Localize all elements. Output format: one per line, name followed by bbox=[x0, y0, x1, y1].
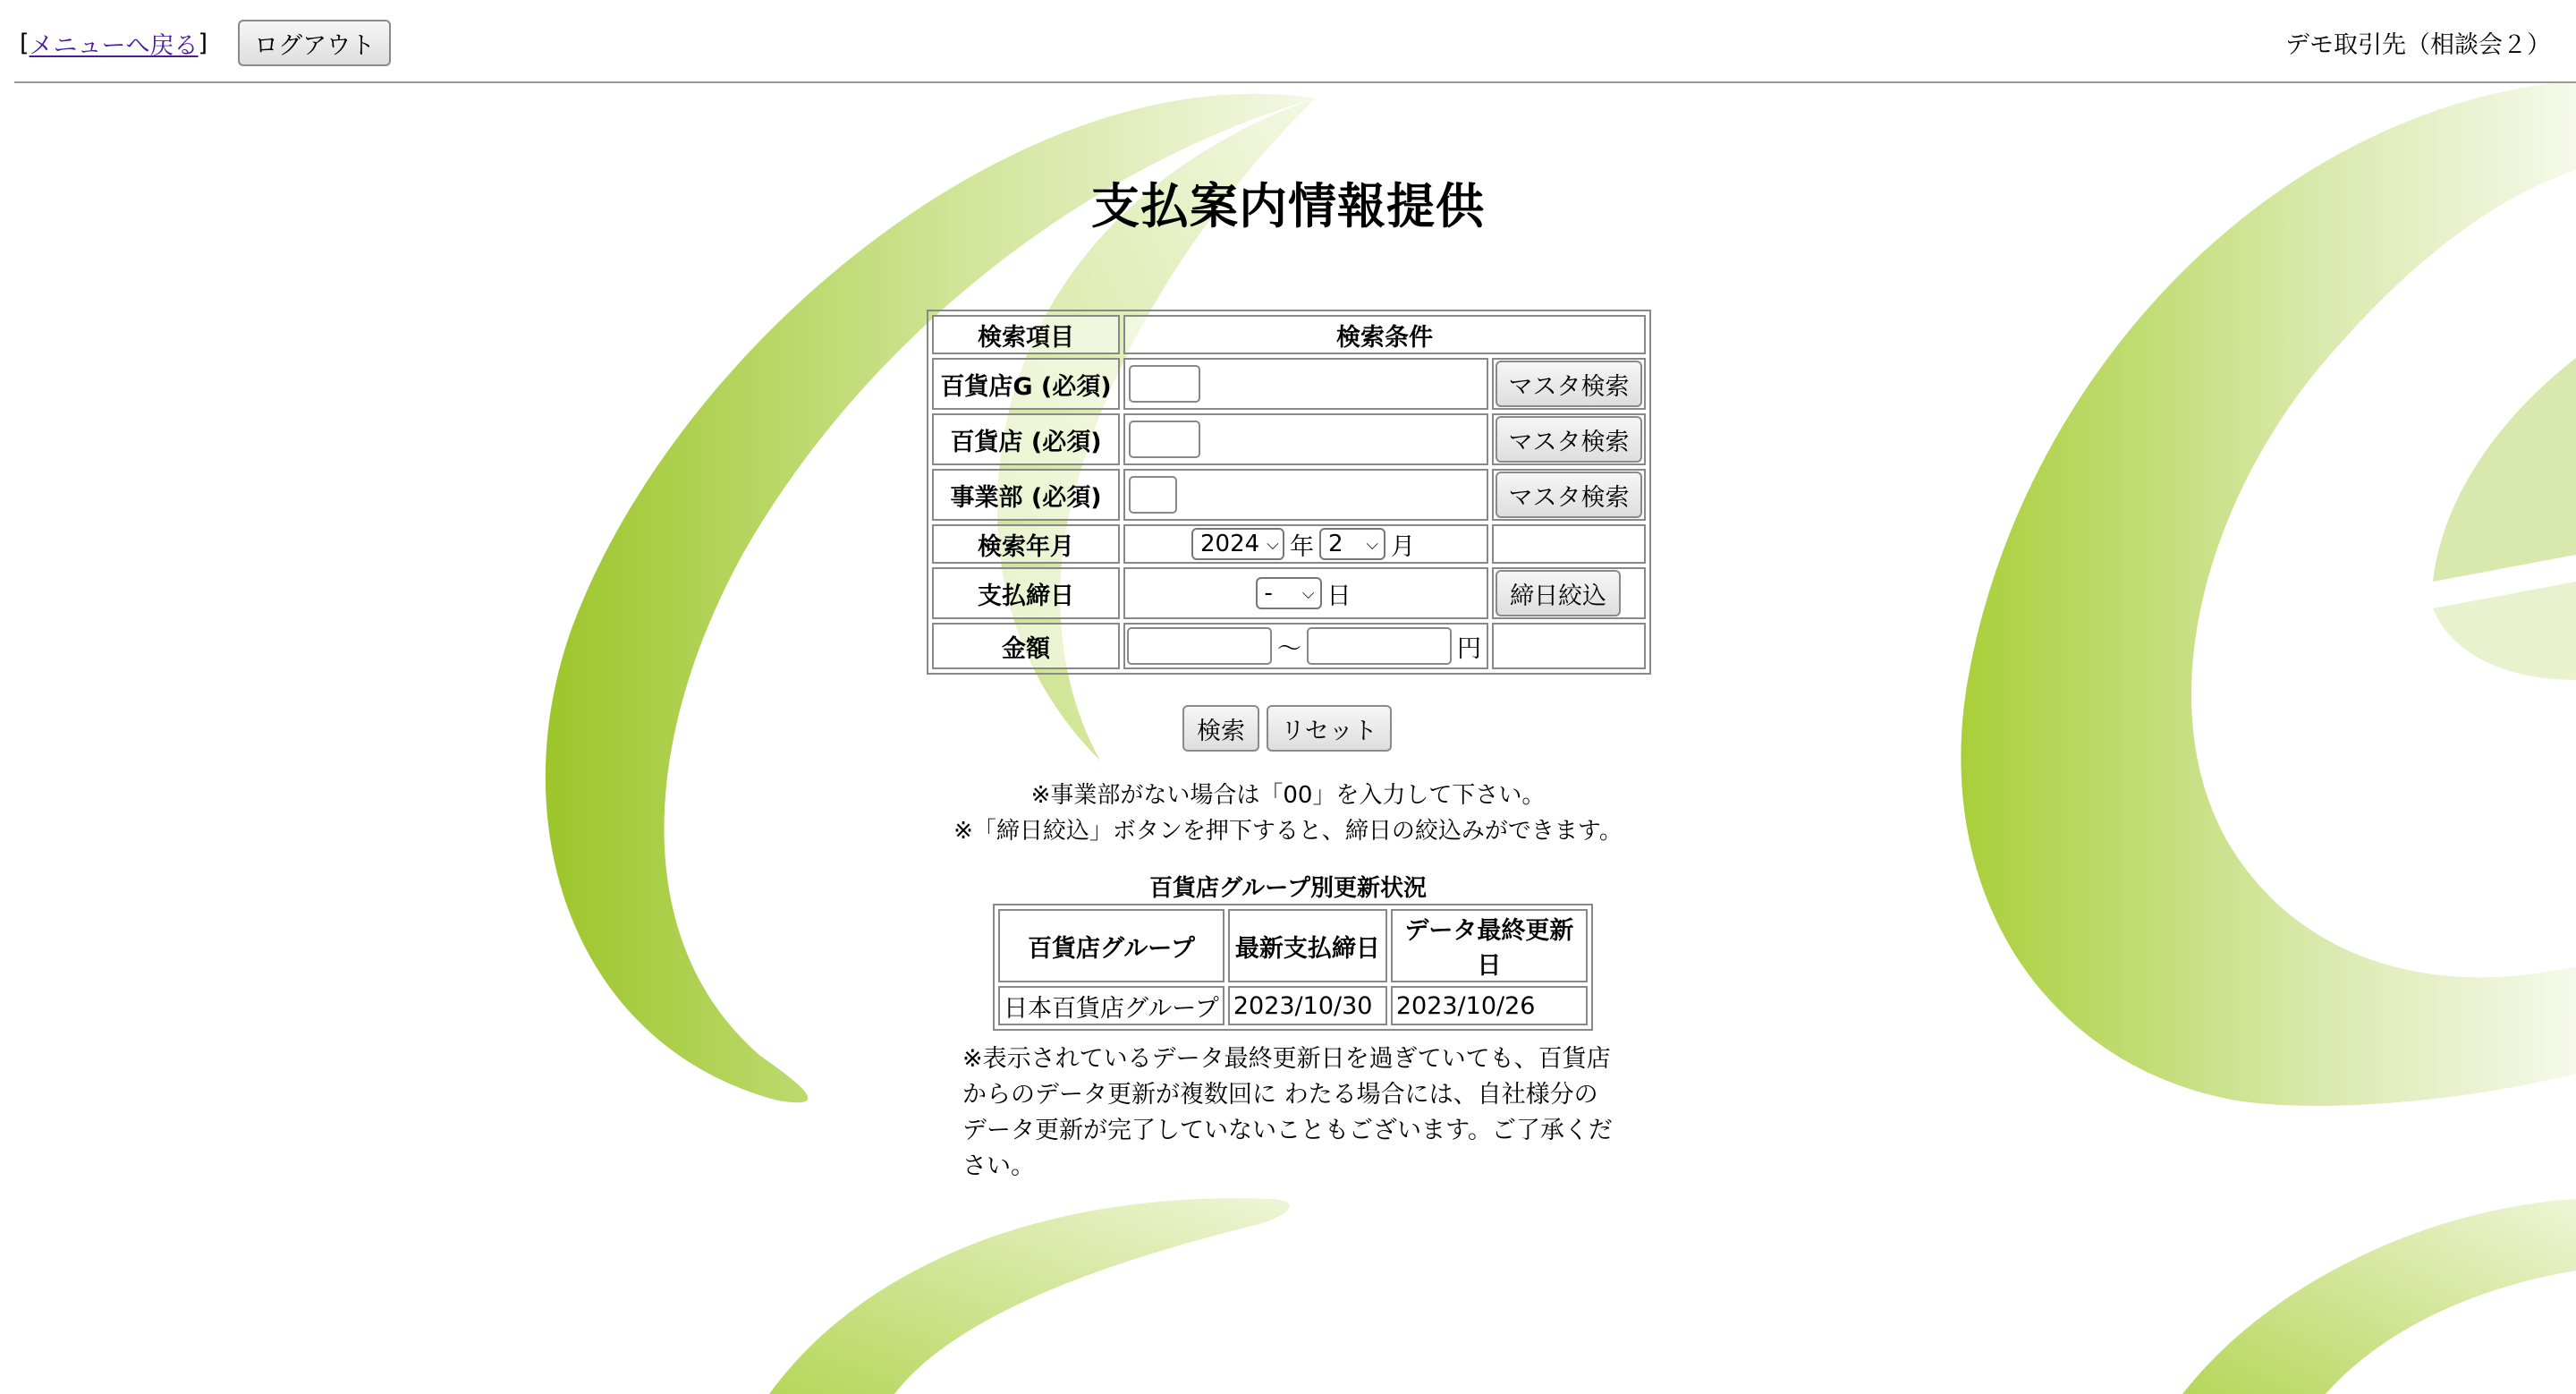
closing-day-value: - bbox=[1264, 580, 1273, 607]
empty-cell bbox=[1492, 623, 1646, 669]
label-dept-store: 百貨店 (必須) bbox=[932, 413, 1120, 465]
year-unit: 年 bbox=[1290, 532, 1314, 561]
bracket-open: [ bbox=[20, 29, 30, 57]
update-footnote: ※表示されているデータ最終更新日を過ぎていても、百貨店からのデータ更新が複数回に わたる場合には、自社様分のデータ更新が完了していないこともございます。ご了承くだ さい。 bbox=[962, 1045, 1613, 1180]
label-amount: 金額 bbox=[932, 623, 1120, 669]
amount-to-input[interactable] bbox=[1307, 627, 1452, 665]
logout-button[interactable]: ログアウト bbox=[238, 20, 391, 66]
company-name: デモ取引先（相談会２） bbox=[2285, 31, 2551, 59]
empty-cell bbox=[1492, 524, 1646, 564]
header-search-item: 検索項目 bbox=[932, 315, 1120, 354]
dept-group-master-search-button[interactable]: マスタ検索 bbox=[1496, 361, 1642, 407]
day-unit: 日 bbox=[1326, 582, 1352, 610]
division-input[interactable] bbox=[1129, 476, 1177, 514]
dept-store-master-search-button[interactable]: マスタ検索 bbox=[1496, 416, 1642, 463]
status-table-caption: 百貨店グループ別更新状況 bbox=[1149, 875, 1427, 902]
header-divider bbox=[14, 81, 2576, 83]
status-cell-group: 日本百貨店グループ bbox=[998, 986, 1224, 1025]
status-cell-last-updated: 2023/10/26 bbox=[1391, 986, 1588, 1025]
label-dept-group: 百貨店G (必須) bbox=[932, 358, 1120, 410]
bracket-close: ] bbox=[198, 29, 208, 57]
closing-day-select[interactable] bbox=[1256, 577, 1322, 609]
status-header-latest-closing: 最新支払締日 bbox=[1228, 909, 1387, 982]
month-select[interactable] bbox=[1319, 528, 1385, 560]
status-header-group: 百貨店グループ bbox=[998, 909, 1224, 982]
top-bar bbox=[20, 20, 391, 66]
update-status-table bbox=[993, 904, 1593, 1031]
chevron-down-icon: ⌵ bbox=[1267, 534, 1279, 554]
dept-store-input[interactable] bbox=[1129, 421, 1200, 458]
division-master-search-button[interactable]: マスタ検索 bbox=[1496, 472, 1642, 518]
search-button[interactable]: 検索 bbox=[1182, 705, 1259, 752]
closing-day-filter-button[interactable]: 締日絞込 bbox=[1496, 570, 1621, 616]
month-unit: 月 bbox=[1391, 532, 1415, 561]
label-division: 事業部 (必須) bbox=[932, 469, 1120, 521]
back-to-menu-link[interactable]: メニューへ戻る bbox=[29, 31, 199, 60]
status-cell-latest-closing: 2023/10/30 bbox=[1228, 986, 1387, 1025]
amount-from-input[interactable] bbox=[1127, 627, 1272, 665]
amount-unit: 円 bbox=[1457, 634, 1481, 663]
label-closing-day: 支払締日 bbox=[932, 567, 1120, 619]
label-year-month: 検索年月 bbox=[932, 524, 1120, 564]
page-title: 支払案内情報提供 bbox=[1091, 178, 1485, 234]
dept-group-input[interactable] bbox=[1129, 365, 1200, 403]
chevron-down-icon: ⌵ bbox=[1366, 534, 1378, 554]
search-form-table bbox=[927, 310, 1651, 675]
chevron-down-icon: ⌵ bbox=[1301, 583, 1315, 603]
header-search-condition: 検索条件 bbox=[1123, 315, 1646, 354]
form-actions bbox=[1182, 705, 1392, 752]
year-value: 2024 bbox=[1200, 531, 1260, 557]
reset-button[interactable]: リセット bbox=[1267, 705, 1392, 752]
year-select[interactable] bbox=[1191, 528, 1284, 560]
table-row bbox=[998, 986, 1588, 1025]
status-header-last-updated: データ最終更新日 bbox=[1391, 909, 1588, 982]
amount-tilde: 〜 bbox=[1277, 634, 1301, 663]
note-closing-filter: ※「締日絞込」ボタンを押下すると、締日の絞込みができます。 bbox=[953, 818, 1623, 845]
note-division: ※事業部がない場合は「00」を入力して下さい。 bbox=[1030, 782, 1546, 809]
month-value: 2 bbox=[1328, 531, 1343, 557]
